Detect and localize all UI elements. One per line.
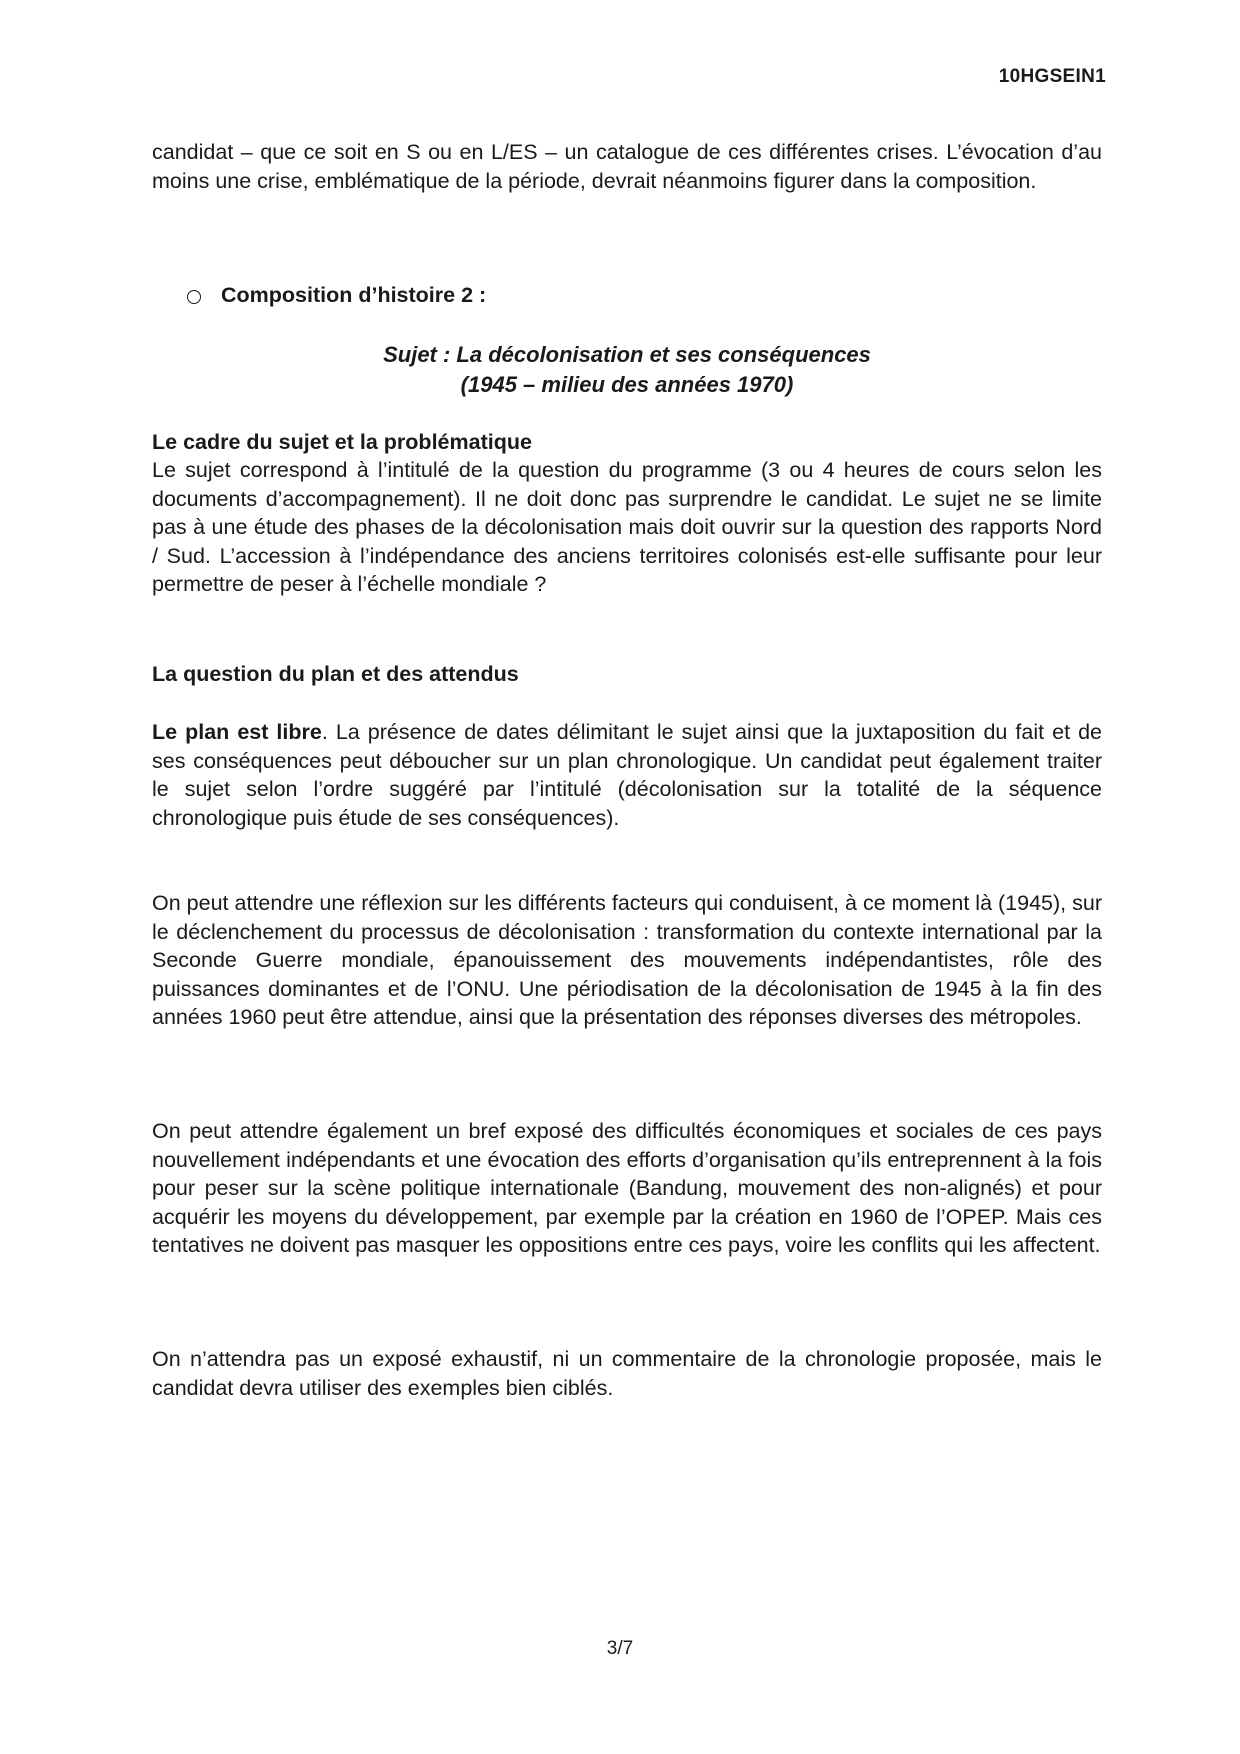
section-heading xyxy=(187,283,486,308)
factors-paragraph: On peut attendre une réflexion sur les différents facteurs qui conduisent, à ce moment là (1945), sur le déclenchement du processus de décolonisation : transformation du contexte international par la Seconde Guerre mondiale, épanouissement des mouvements indépendantistes, rôle des puissances dominantes et de l’ONU. Une périodisation de la décolonisation de 1945 à la fin des années 1960 peut être attendue, ainsi que la présentation des réponses diverses des métropoles. xyxy=(152,891,1102,1029)
cadre-heading: Le cadre du sujet et la problématique xyxy=(152,430,532,454)
plan-libre-paragraph xyxy=(152,718,1102,832)
plan-heading: La question du plan et des attendus xyxy=(152,662,519,686)
plan-libre-text: . La présence de dates délimitant le sujet ainsi que la juxtaposition du fait et de ses conséquences peut déboucher sur un plan chronologique. Un candidat peut également traiter le sujet selon l’ordre suggéré par l’intitulé (décolonisation sur la totalité de la séquence chronologique puis étude de ses conséquences). xyxy=(152,720,1102,830)
plan-libre-lead: Le plan est libre xyxy=(152,720,322,744)
intro-paragraph: candidat – que ce soit en S ou en L/ES – un catalogue de ces différentes crises. L’évocation d’au moins une crise, emblématique de la période, devrait néanmoins figurer dans la composition. xyxy=(152,140,1102,193)
subject-line-2: (1945 – milieu des années 1970) xyxy=(460,372,794,397)
circle-bullet-icon xyxy=(187,290,201,304)
difficulties-paragraph: On peut attendre également un bref exposé des difficultés économiques et sociales de ces pays nouvellement indépendants et une évocation des efforts d’organisation qu’ils entreprennent à la fois pour peser sur la scène politique internationale (Bandung, mouvement des non-alignés) et pour acquérir les moyens du développement, par exemple par la création en 1960 de l’OPEP. Mais ces tentatives ne doivent pas masquer les oppositions entre ces pays, voire les conflits qui les affectent. xyxy=(152,1119,1102,1257)
cadre-paragraph: Le sujet correspond à l’intitulé de la question du programme (3 ou 4 heures de cours selon les documents d’accompagnement). Il ne doit donc pas surprendre le candidat. Le sujet ne se limite pas à une étude des phases de la décolonisation mais doit ouvrir sur la question des rapports Nord / Sud. L’accession à l’indépendance des anciens territoires colonisés est-elle suffisante pour leur permettre de peser à l’échelle mondiale ? xyxy=(152,458,1102,596)
subject-line-1: Sujet : La décolonisation et ses conséquences xyxy=(383,342,871,367)
final-paragraph: On n’attendra pas un exposé exhaustif, ni un commentaire de la chronologie proposée, mais le candidat devra utiliser des exemples bien ciblés. xyxy=(152,1347,1102,1400)
section-title: Composition d’histoire 2 : xyxy=(221,283,487,307)
page-number: 3/7 xyxy=(606,1638,634,1659)
document-code: 10HGSEIN1 xyxy=(998,66,1106,87)
subject-block xyxy=(152,340,1102,400)
